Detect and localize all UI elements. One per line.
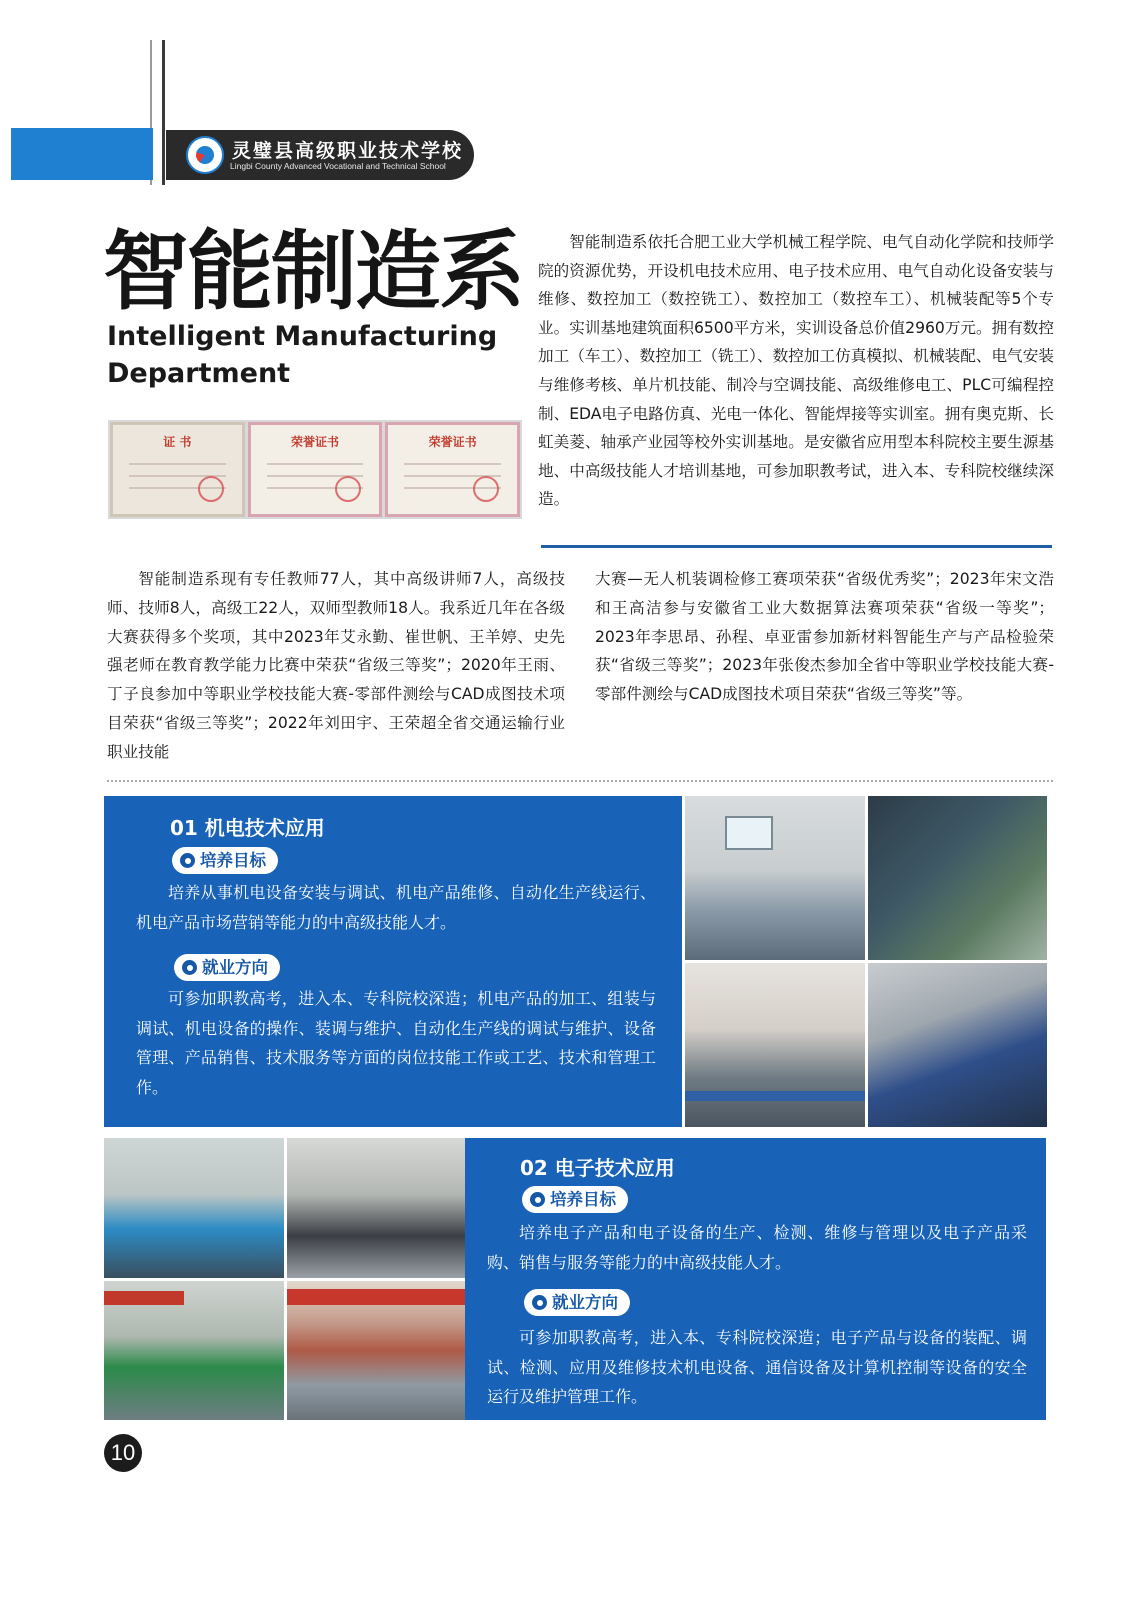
electronics-lab-photo (104, 1138, 284, 1278)
certificate-image (248, 422, 383, 517)
school-logo-icon (186, 136, 224, 174)
career-text: 可参加职教高考，进入本、专科院校深造；电子产品与设备的装配、调试、检测、应用及维修技术机电设备、通信设备及计算机控制等设备的安全运行及维护管理工作。 (487, 1328, 1027, 1407)
page-number: 10 (104, 1434, 142, 1472)
goal-label-badge (522, 1186, 628, 1213)
career-label: 就业方向 (202, 958, 268, 977)
students-testing-photo (287, 1138, 467, 1278)
goal-label: 培养目标 (550, 1190, 616, 1209)
school-name-cn: 灵璧县高级职业技术学校 (232, 140, 464, 162)
header-accent-tab (11, 128, 153, 180)
certificate-seal-icon (335, 476, 361, 502)
certificate-text-line (129, 463, 226, 465)
department-title-en (107, 318, 497, 392)
career-label-badge (524, 1289, 630, 1316)
student-vise-photo (868, 963, 1048, 1127)
classroom-photo (685, 796, 865, 960)
certificate-title: 荣誉证书 (291, 435, 340, 449)
career-text: 可参加职教高考，进入本、专科院校深造；机电产品的加工、组装与调试、机电设备的操作、装调与维护、自动化生产线的调试与维护、设备管理、产品销售、技术服务等方面的岗位技能工作或工艺、技术和管理工作。 (136, 989, 656, 1097)
certificate-text-line (267, 463, 364, 465)
section-divider (107, 780, 1053, 782)
certificate-seal-icon (198, 476, 224, 502)
student-wiring-photo (868, 796, 1048, 960)
certificate-image (110, 422, 245, 517)
intro-underline-rule (541, 545, 1052, 548)
department-title-en-line2: Department (107, 358, 291, 389)
gear-icon (532, 1295, 547, 1310)
career-label-badge (174, 954, 280, 981)
department-title-cn: 智能制造系 (103, 222, 523, 322)
certificate-title: 荣誉证书 (428, 435, 477, 449)
electronics-photo-grid (104, 1138, 466, 1420)
major-panel-electronics (465, 1138, 1046, 1420)
career-label: 就业方向 (552, 1293, 618, 1312)
header-divider-line-dark (162, 40, 165, 185)
department-title-en-line1: Intelligent Manufacturing (107, 321, 498, 352)
goal-text: 培养电子产品和电子设备的生产、检测、维修与管理以及电子产品采购、销售与服务等能力的中高级技能人才。 (487, 1223, 1027, 1272)
gear-icon (182, 960, 197, 975)
gear-icon (180, 853, 195, 868)
certificate-title: 证 书 (163, 435, 192, 449)
faculty-paragraph-right: 大赛—无人机装调检修工赛项荣获“省级优秀奖”；2023年宋文浩和王高洁参与安徽省工业大数据算法赛项荣获“省级一等奖”；2023年李思昂、孙程、卓亚雷参加新材料智能生产与产品检验荣获“省级三等奖”；2023年张俊杰参加全省中等职业学校技能大赛-零部件测绘与CAD成图技术项目荣获“省级三等奖”等。 (595, 570, 1054, 704)
major-title: 01 机电技术应用 (170, 816, 325, 840)
faculty-paragraph-left: 智能制造系现有专任教师77人，其中高级讲师7人，高级技师、技师8人，高级工22人，双师型教师18人。我系近几年在各级大赛获得多个奖项，其中2023年艾永勤、崔世帆、王羊婷、史先强老师在教育教学能力比赛中荣获“省级三等奖”；2020年王雨、丁子良参加中等职业学校技能大赛-零部件测绘与CAD成图技术项目荣获“省级三等奖”；2022年刘田宇、王荣超全省交通运输行业职业技能 (107, 570, 565, 761)
workshop-photo (685, 963, 865, 1127)
major-panel-mechatronics (104, 796, 682, 1127)
gear-icon (530, 1192, 545, 1207)
certificates-photo (108, 420, 522, 519)
school-name-en: Lingbi County Advanced Vocational and Technical School (230, 161, 446, 171)
major-title: 02 电子技术应用 (520, 1156, 675, 1180)
goal-label-badge (172, 847, 278, 874)
lab-benches-photo (104, 1281, 284, 1421)
mechatronics-photo-grid (685, 796, 1047, 1127)
certificate-seal-icon (473, 476, 499, 502)
certificate-text-line (404, 463, 501, 465)
students-competition-photo (287, 1281, 467, 1421)
goal-text: 培养从事机电设备安装与调试、机电产品维修、自动化生产线运行、机电产品市场营销等能力的中高级技能人才。 (136, 883, 656, 932)
department-intro-paragraph: 智能制造系依托合肥工业大学机械工程学院、电气自动化学院和技师学院的资源优势，开设机电技术应用、电子技术应用、电气自动化设备安装与维修、数控加工（数控铣工）、数控加工（数控车工）、机械装配等5个专业。实训基地建筑面积6500平方米，实训设备总价值2960万元。拥有数控加工（车工）、数控加工（铣工）、数控加工仿真模拟、机械装配、电气安装与维修考核、单片机技能、制冷与空调技能、高级维修电工、PLC可编程控制、EDA电子电路仿真、光电一体化、智能焊接等实训室。拥有奥克斯、长虹美菱、轴承产业园等校外实训基地。是安徽省应用型本科院校主要生源基地、中高级技能人才培训基地，可参加职教考试，进入本、专科院校继续深造。 (538, 233, 1054, 509)
goal-label: 培养目标 (200, 851, 266, 870)
certificate-image (385, 422, 520, 517)
